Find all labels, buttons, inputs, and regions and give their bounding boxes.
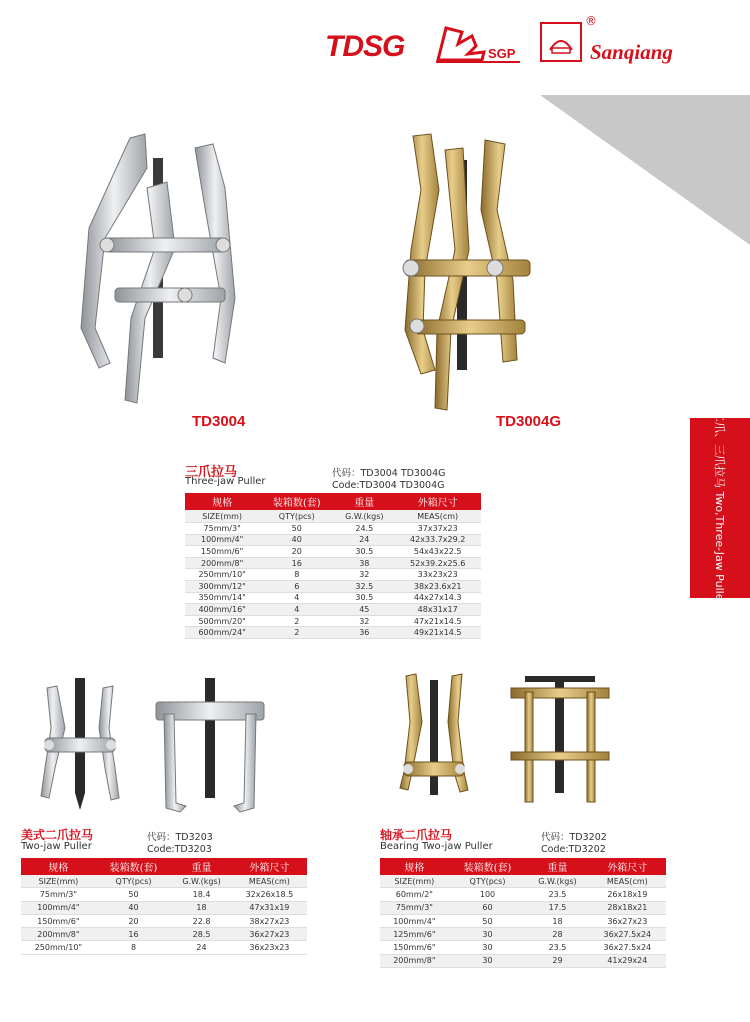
table-row: [380, 954, 666, 967]
column-header: 规格: [21, 858, 96, 875]
table-row: [185, 615, 481, 627]
column-subheader: G.W.(kgs): [171, 875, 232, 888]
table-cell: 24.5: [334, 523, 394, 535]
table-cell: 150mm/6": [185, 546, 259, 558]
bearing-code-cn: 代码：TD3202: [541, 832, 607, 843]
table-cell: 200mm/8": [185, 557, 259, 569]
table-cell: 23.5: [526, 888, 588, 901]
column-subheader: SIZE(mm): [185, 510, 259, 523]
table-row: [185, 569, 481, 581]
side-tab-label: 二爪、三爪拉马 Two,Three-Jaw Puller: [713, 411, 726, 605]
table-header-row: [380, 858, 666, 875]
side-category-tab: [690, 411, 750, 605]
column-subheader: MEAS(cm): [232, 875, 307, 888]
table-cell: 47x31x19: [232, 901, 307, 914]
table-row: [21, 928, 307, 941]
table-row: [185, 523, 481, 535]
column-header: 规格: [380, 858, 449, 875]
two-jaw-code: [147, 832, 213, 856]
table-cell: 50: [96, 888, 171, 901]
table-cell: 150mm/6": [380, 941, 449, 954]
table-subheader-row: [185, 510, 481, 523]
column-subheader: QTY(pcs): [259, 510, 334, 523]
table-cell: 42x33.7x29.2: [394, 534, 481, 546]
bearing-title-cn: 轴承二爪拉马: [380, 828, 453, 842]
table-cell: 30.5: [334, 546, 394, 558]
table-row: [185, 580, 481, 592]
table-cell: 38: [334, 557, 394, 569]
two-jaw-puller-image-b: [150, 678, 270, 813]
column-subheader: QTY(pcs): [96, 875, 171, 888]
table-cell: 350mm/14": [185, 592, 259, 604]
bearing-code: [541, 832, 607, 856]
table-cell: 30: [449, 928, 527, 941]
table-cell: 32: [334, 615, 394, 627]
table-row: [380, 928, 666, 941]
two-jaw-title-cn: 美式二爪拉马: [21, 828, 94, 842]
table-cell: 20: [96, 914, 171, 927]
table-cell: 60mm/2": [380, 888, 449, 901]
column-header: 重量: [334, 493, 394, 510]
table-row: [185, 546, 481, 558]
table-header-row: [185, 493, 481, 510]
table-cell: 150mm/6": [21, 914, 96, 927]
column-header: 重量: [526, 858, 588, 875]
sanqiang-logo-text: Sanqiang: [590, 40, 673, 64]
model-label-td3004: TD3004: [192, 413, 246, 430]
model-label-td3004g: TD3004G: [496, 413, 562, 430]
registered-mark: ®: [585, 14, 597, 28]
table-cell: 40: [96, 901, 171, 914]
column-header: 外箱尺寸: [232, 858, 307, 875]
table-cell: 18.4: [171, 888, 232, 901]
table-cell: 50: [259, 523, 334, 535]
table-cell: 8: [96, 941, 171, 954]
table-cell: 38x23.6x21: [394, 580, 481, 592]
table-cell: 250mm/10": [185, 569, 259, 581]
three-jaw-spec-table: [185, 493, 481, 639]
table-cell: 18: [171, 901, 232, 914]
table-cell: 33x23x23: [394, 569, 481, 581]
sanqiang-emblem: [540, 22, 582, 62]
table-cell: 200mm/8": [21, 928, 96, 941]
table-cell: 2: [259, 615, 334, 627]
table-cell: 16: [259, 557, 334, 569]
table-cell: 49x21x14.5: [394, 627, 481, 639]
table-cell: 32.5: [334, 580, 394, 592]
corner-decoration: [540, 95, 750, 245]
table-cell: 4: [259, 604, 334, 616]
two-jaw-title-en: Two-jaw Puller: [21, 841, 92, 852]
table-cell: 28: [526, 928, 588, 941]
table-cell: 23.5: [526, 941, 588, 954]
table-row: [380, 888, 666, 901]
table-cell: 54x43x22.5: [394, 546, 481, 558]
table-cell: 8: [259, 569, 334, 581]
table-row: [21, 914, 307, 927]
three-jaw-title-en: Three-jaw Puller: [185, 476, 266, 487]
table-cell: 20: [259, 546, 334, 558]
column-header: 规格: [185, 493, 259, 510]
table-cell: 2: [259, 627, 334, 639]
table-cell: 40: [259, 534, 334, 546]
table-cell: 52x39.2x25.6: [394, 557, 481, 569]
table-cell: 36x23x23: [232, 941, 307, 954]
sgp-logo-text: SGP: [488, 46, 516, 61]
table-cell: 48x31x17: [394, 604, 481, 616]
three-jaw-title-cn: 三爪拉马: [185, 465, 238, 480]
column-header: 外箱尺寸: [394, 493, 481, 510]
table-cell: 38x27x23: [232, 914, 307, 927]
bearing-puller-image-b: [505, 672, 615, 807]
table-cell: 36x27.5x24: [589, 928, 666, 941]
table-row: [185, 604, 481, 616]
table-cell: 60: [449, 901, 527, 914]
table-row: [21, 888, 307, 901]
two-jaw-puller-image-a: [25, 678, 135, 813]
column-header: 重量: [171, 858, 232, 875]
three-jaw-code-cn: 代码：TD3004 TD3004G: [332, 468, 446, 479]
column-subheader: G.W.(kgs): [334, 510, 394, 523]
table-row: [185, 534, 481, 546]
column-header: 外箱尺寸: [589, 858, 666, 875]
column-subheader: MEAS(cm): [394, 510, 481, 523]
table-cell: 24: [171, 941, 232, 954]
table-cell: 75mm/3": [380, 901, 449, 914]
column-subheader: MEAS(cm): [589, 875, 666, 888]
table-cell: 22.8: [171, 914, 232, 927]
table-row: [185, 627, 481, 639]
table-cell: 30.5: [334, 592, 394, 604]
column-subheader: G.W.(kgs): [526, 875, 588, 888]
table-cell: 30: [449, 941, 527, 954]
three-jaw-code: [332, 468, 445, 492]
bearing-code-en: Code:TD3202: [541, 844, 606, 855]
sgp-logo: [432, 22, 524, 66]
table-cell: 300mm/12": [185, 580, 259, 592]
table-cell: 29: [526, 954, 588, 967]
column-header: 装箱数(套): [259, 493, 334, 510]
table-row: [21, 941, 307, 954]
table-row: [380, 914, 666, 927]
three-jaw-code-en: Code:TD3004 TD3004G: [332, 480, 445, 491]
table-cell: 125mm/6": [380, 928, 449, 941]
table-cell: 50: [449, 914, 527, 927]
table-cell: 36x27x23: [232, 928, 307, 941]
table-cell: 4: [259, 592, 334, 604]
three-jaw-puller-gold-image: [385, 130, 555, 415]
table-row: [380, 941, 666, 954]
column-subheader: SIZE(mm): [380, 875, 449, 888]
bearing-puller-image-a: [392, 672, 477, 807]
table-cell: 32: [334, 569, 394, 581]
table-cell: 45: [334, 604, 394, 616]
table-row: [380, 901, 666, 914]
table-cell: 37x37x23: [394, 523, 481, 535]
table-cell: 36: [334, 627, 394, 639]
table-subheader-row: [21, 875, 307, 888]
table-cell: 28.5: [171, 928, 232, 941]
table-cell: 400mm/16": [185, 604, 259, 616]
table-cell: 18: [526, 914, 588, 927]
table-cell: 75mm/3": [21, 888, 96, 901]
table-cell: 100mm/4": [185, 534, 259, 546]
table-cell: 100mm/4": [380, 914, 449, 927]
two-jaw-code-cn: 代码：TD3203: [147, 832, 213, 843]
table-cell: 26x18x19: [589, 888, 666, 901]
bearing-spec-table: [380, 858, 666, 968]
tdsg-logo: TDSG: [325, 30, 405, 63]
table-cell: 41x29x24: [589, 954, 666, 967]
table-cell: 500mm/20": [185, 615, 259, 627]
table-cell: 250mm/10": [21, 941, 96, 954]
column-header: 装箱数(套): [449, 858, 527, 875]
table-cell: 16: [96, 928, 171, 941]
table-row: [185, 557, 481, 569]
table-cell: 47x21x14.5: [394, 615, 481, 627]
table-cell: 32x26x18.5: [232, 888, 307, 901]
three-jaw-puller-chrome-image: [75, 128, 255, 410]
table-cell: 6: [259, 580, 334, 592]
two-jaw-code-en: Code:TD3203: [147, 844, 212, 855]
table-cell: 30: [449, 954, 527, 967]
two-jaw-spec-table: [21, 858, 307, 955]
table-cell: 75mm/3": [185, 523, 259, 535]
table-cell: 17.5: [526, 901, 588, 914]
bearing-title-en: Bearing Two-jaw Puller: [380, 841, 493, 852]
table-header-row: [21, 858, 307, 875]
column-header: 装箱数(套): [96, 858, 171, 875]
table-cell: 36x27.5x24: [589, 941, 666, 954]
column-subheader: SIZE(mm): [21, 875, 96, 888]
table-cell: 28x18x21: [589, 901, 666, 914]
table-cell: 36x27x23: [589, 914, 666, 927]
table-cell: 200mm/8": [380, 954, 449, 967]
column-subheader: QTY(pcs): [449, 875, 527, 888]
table-row: [21, 901, 307, 914]
table-cell: 24: [334, 534, 394, 546]
table-row: [185, 592, 481, 604]
table-cell: 100mm/4": [21, 901, 96, 914]
table-cell: 44x27x14.3: [394, 592, 481, 604]
table-subheader-row: [380, 875, 666, 888]
table-cell: 600mm/24": [185, 627, 259, 639]
table-cell: 100: [449, 888, 527, 901]
